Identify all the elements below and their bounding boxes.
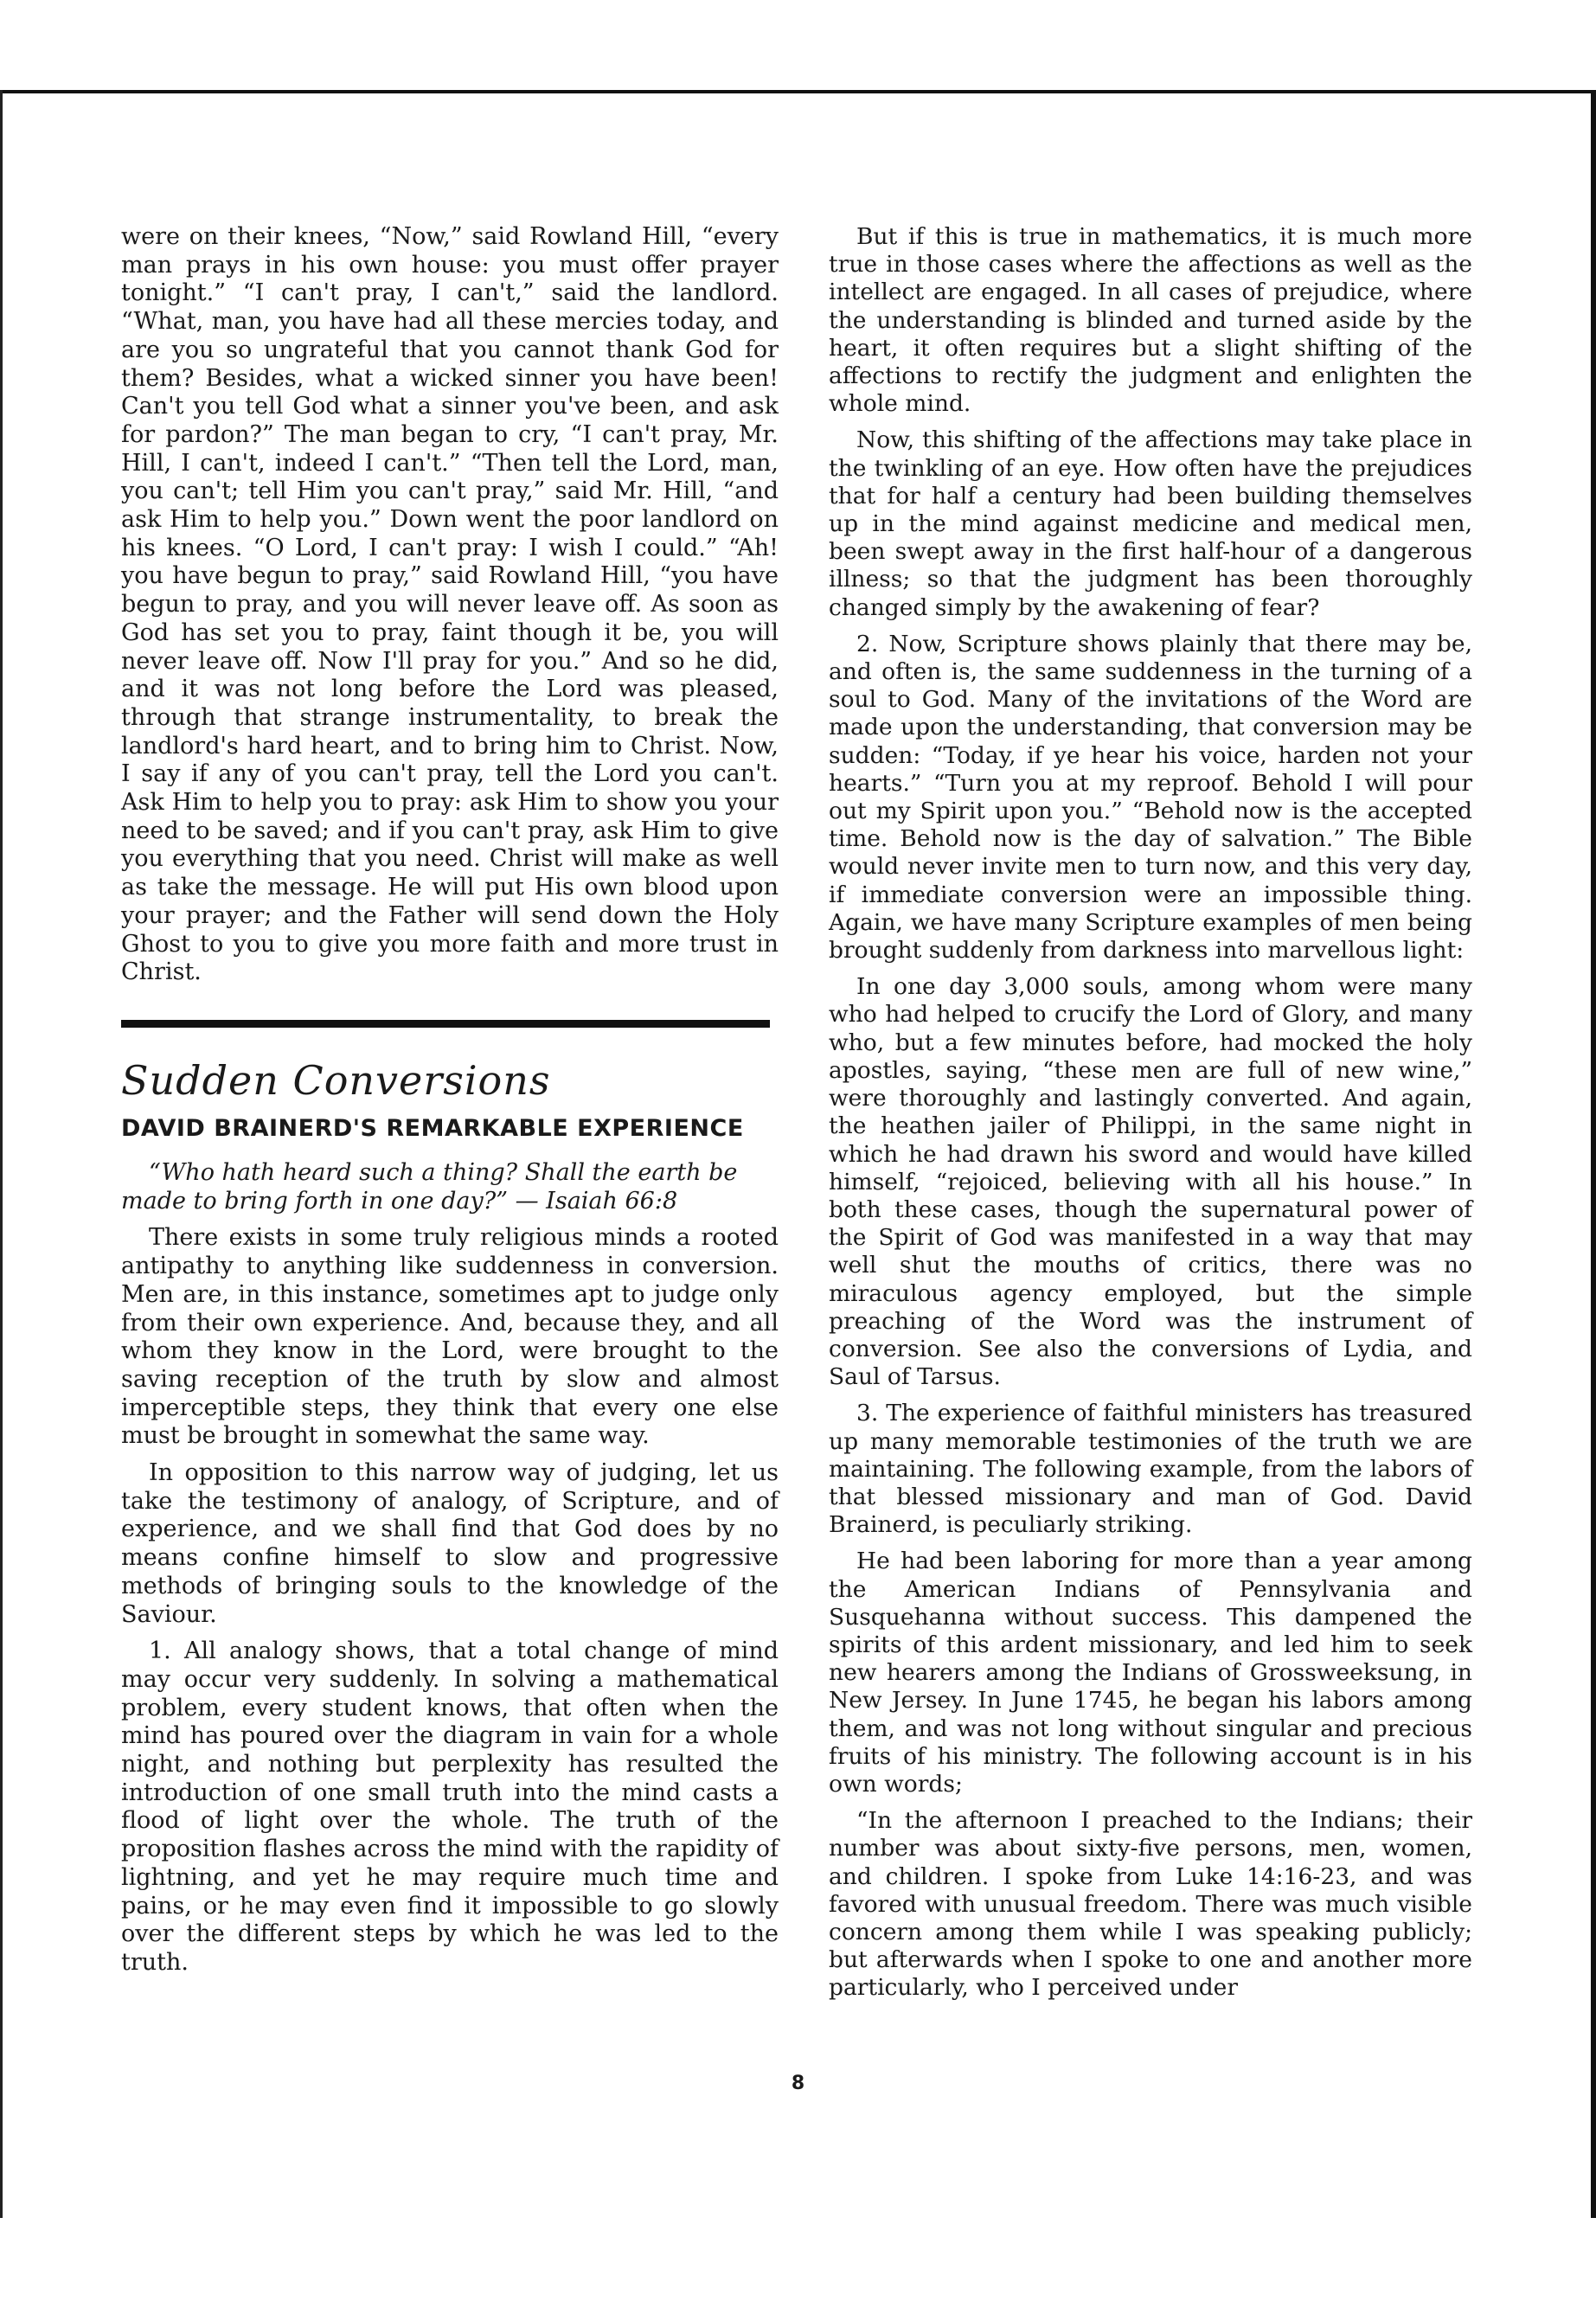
body-paragraph: “In the afternoon I preached to the Indians; their number was about sixty-five persons, men, women, and children. I spoke from Luke 14:16-23, and was favored with unusual freedom. There was much visible concern among them while I was speaking publicly; but afterwards when I spoke to one and another more particularly, who I perceived under [829, 1807, 1472, 2002]
left-border-rule [0, 90, 3, 2218]
left-column [121, 223, 779, 1986]
body-paragraph: In opposition to this narrow way of judging, let us take the testimony of analogy, of Scripture, and of experience, and we shall find that God does by no means confine himself to slow and progressive methods of bringing souls to the knowledge of the Saviour. [121, 1459, 779, 1628]
section-divider [121, 1020, 770, 1028]
section-title: Sudden Conversions [121, 1056, 551, 1104]
section-subtitle: DAVID BRAINERD'S REMARKABLE EXPERIENCE [121, 1114, 744, 1142]
body-paragraph: 3. The experience of faithful ministers has treasured up many memorable testimonies of the truth we are maintaining. The following example, from the labors of that blessed missionary and man of God. David Brainerd, is peculiarly striking. [829, 1400, 1472, 1539]
page-number: 8 [791, 2073, 805, 2094]
body-paragraph: He had been laboring for more than a year among the American Indians of Pennsylvania and Susquehanna without success. This dampened the spirits of this ardent missionary, and led him to seek new hearers among the Indians of Grossweeksung, in New Jersey. In June 1745, he began his labors among them, and was not long without singular and precious fruits of his ministry. The following account is in his own words; [829, 1548, 1472, 1798]
right-border-rule [1591, 90, 1596, 2218]
epigraph: “Who hath heard such a thing? Shall the earth be made to bring forth in one day?” — Isaiah 66:8 [121, 1158, 738, 1215]
body-paragraph: But if this is true in mathematics, it is much more true in those cases where the affections as well as the intellect are engaged. In all cases of prejudice, where the understanding is blinded and turned aside by the heart, it often requires but a slight shifting of the affections to rectify the judgment and enlighten the whole mind. [829, 223, 1472, 418]
body-paragraph: There exists in some truly religious minds a rooted antipathy to anything like suddenness in conversion. Men are, in this instance, sometimes apt to judge only from their own experience. And, because they, and all whom they know in the Lord, were brought to the saving reception of the truth by slow and almost imperceptible steps, they think that every one else must be brought in somewhat the same way. [121, 1224, 779, 1450]
body-paragraph: In one day 3,000 souls, among whom were many who had helped to crucify the Lord of Glory, and many who, but a few minutes before, had mocked the holy apostles, saying, “these men are full of new wine,” were thoroughly and lastingly converted. And again, the heathen jailer of Philippi, in the same night in which he had drawn his sword and would have killed himself, “rejoiced, believing with all his house.” In both these cases, though the supernatural power of the Spirit of God was manifested in a way that may well shut the mouths of critics, there was no miraculous agency employed, but the simple preaching of the Word was the instrument of conversion. See also the conversions of Lydia, and Saul of Tarsus. [829, 973, 1472, 1391]
body-paragraph: 2. Now, Scripture shows plainly that there may be, and often is, the same suddenness in the turning of a soul to God. Many of the invitations of the Word are made upon the understanding, that conversion may be sudden: “Today, if ye hear his voice, harden not your hearts.” “Turn you at my reproof. Behold I will pour out my Spirit upon you.” “Behold now is the accepted time. Behold now is the day of salvation.” The Bible would never invite men to turn now, and this very day, if immediate conversion were an impossible thing. Again, we have many Scripture examples of men being brought suddenly from darkness into marvellous light: [829, 630, 1472, 965]
continued-paragraph: were on their knees, “Now,” said Rowland Hill, “every man prays in his own house: you must offer prayer tonight.” “I can't pray, I can't,” said the landlord. “What, man, you have had all these mercies today, and are you so ungrateful that you cannot thank God for them? Besides, what a wicked sinner you have been! Can't you tell God what a sinner you've been, and ask for pardon?” The man began to cry, “I can't pray, Mr. Hill, I can't, indeed I can't.” “Then tell the Lord, man, you can't; tell Him you can't pray,” said Mr. Hill, “and ask Him to help you.” Down went the poor landlord on his knees. “O Lord, I can't pray: I wish I could.” “Ah! you have begun to pray,” said Rowland Hill, “you have begun to pray, and you will never leave off. As soon as God has set you to pray, faint though it be, you will never leave off. Now I'll pray for you.” And so he did, and it was not long before the Lord was pleased, through that strange instrumentality, to break the landlord's hard heart, and to bring him to Christ. Now, I say if any of you can't pray, tell the Lord you can't. Ask Him to help you to pray: ask Him to show you your need to be saved; and if you can't pray, ask Him to give you everything that you need. Christ will make as well as take the message. He will put His own blood upon your prayer; and the Father will send down the Holy Ghost to you to give you more faith and more trust in Christ. [121, 223, 779, 986]
right-column [829, 223, 1472, 2011]
body-paragraph: Now, this shifting of the affections may take place in the twinkling of an eye. How often have the prejudices that for half a century had been building themselves up in the mind against medicine and medical men, been swept away in the first half-hour of a dangerous illness; so that the judgment has been thoroughly changed simply by the awakening of fear? [829, 426, 1472, 621]
top-border-rule [0, 90, 1596, 93]
body-paragraph: 1. All analogy shows, that a total change of mind may occur very suddenly. In solving a mathematical problem, every student knows, that often when the mind has poured over the diagram in vain for a whole night, and nothing but perplexity has resulted the introduction of one small truth into the mind casts a flood of light over the whole. The truth of the proposition flashes across the mind with the rapidity of lightning, and yet he may require much time and pains, or he may even find it impossible to go slowly over the different steps by which he was led to the truth. [121, 1638, 779, 1976]
